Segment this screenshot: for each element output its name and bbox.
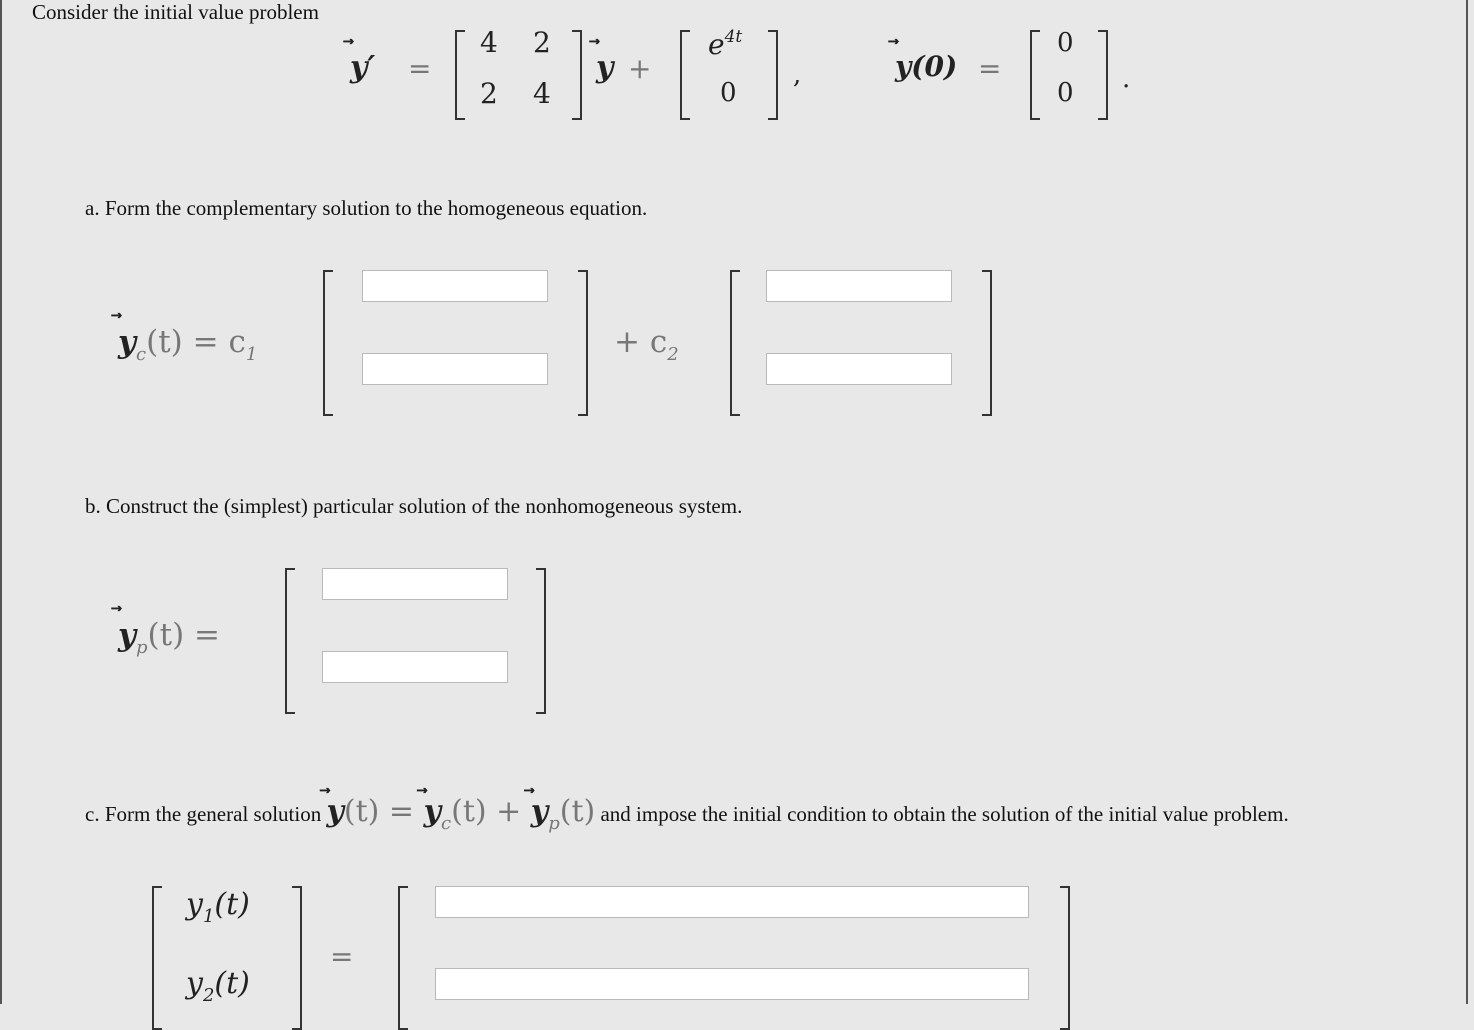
matrix-a22: 4 (533, 77, 551, 110)
y1-label: $y_1(t)$ (186, 887, 250, 927)
c-lhs-left-bracket (152, 886, 162, 1030)
part-a-prompt: a. Form the complementary solution to the homogeneous equation. (85, 196, 648, 220)
equals-sign-2: = (978, 52, 1002, 85)
period: . (1122, 64, 1131, 94)
a-v2-left-bracket (730, 270, 740, 416)
forcing-bottom: 0 (720, 78, 737, 108)
part-c-prompt-start: c. Form the general solution (85, 802, 322, 826)
c-rhs-right-bracket (1060, 886, 1070, 1030)
forcing-top: $e^{4t}$ (708, 27, 743, 61)
a-v2-top-input[interactable] (766, 270, 952, 302)
matrix-a11: 4 (480, 26, 498, 59)
a-v1-left-bracket (323, 270, 333, 416)
b-left-bracket (285, 568, 295, 714)
y2-label: $y_2(t)$ (186, 966, 250, 1006)
part-c-prompt (85, 790, 1289, 838)
matrix-a21: 2 (480, 77, 498, 110)
equals-sign: = (408, 52, 432, 85)
c-top-input[interactable] (435, 886, 1029, 918)
plus-c2-label: + $c_2$ (614, 324, 679, 365)
a-v2-bottom-input[interactable] (766, 353, 952, 385)
y-prime-label: ⃗ y′ (350, 50, 375, 85)
y-vector: ⃗ y (596, 50, 613, 85)
a-v1-bottom-input[interactable] (362, 353, 548, 385)
b-right-bracket (536, 568, 546, 714)
intro-text: Consider the initial value problem (32, 0, 319, 24)
c-lhs-right-bracket (292, 886, 302, 1030)
comma: , (793, 60, 802, 90)
init-left-bracket (1030, 30, 1040, 120)
c-rhs-left-bracket (398, 886, 408, 1030)
b-top-input[interactable] (322, 568, 508, 600)
yc-label: ⃗ $y_c(t) = c_1$ (118, 324, 257, 360)
init-right-bracket (1098, 30, 1108, 120)
a-v2-right-bracket (982, 270, 992, 416)
plus-sign: + (628, 52, 652, 85)
matrix-right-bracket (572, 30, 582, 120)
a-v1-top-input[interactable] (362, 270, 548, 302)
forcing-right-bracket (768, 30, 778, 120)
matrix-a12: 2 (533, 26, 551, 59)
general-solution-formula: ⃗ y(t) = ⃗ $y_c(t)$ + ⃗ $y_p(t)$ (326, 794, 595, 829)
init-top: 0 (1057, 28, 1074, 58)
y0-label: ⃗ y(0) (895, 50, 957, 83)
yp-label: ⃗ $y_p(t)$ = (118, 617, 220, 653)
init-bottom: 0 (1057, 78, 1074, 108)
forcing-left-bracket (680, 30, 690, 120)
part-b-prompt: b. Construct the (simplest) particular solution of the nonhomogeneous system. (85, 494, 743, 518)
a-v1-right-bracket (578, 270, 588, 416)
c-equals-sign: = (330, 940, 354, 973)
matrix-left-bracket (455, 30, 465, 120)
part-c-prompt-end: and impose the initial condition to obtain the solution of the initial value problem. (600, 802, 1289, 826)
c-bottom-input[interactable] (435, 968, 1029, 1000)
b-bottom-input[interactable] (322, 651, 508, 683)
